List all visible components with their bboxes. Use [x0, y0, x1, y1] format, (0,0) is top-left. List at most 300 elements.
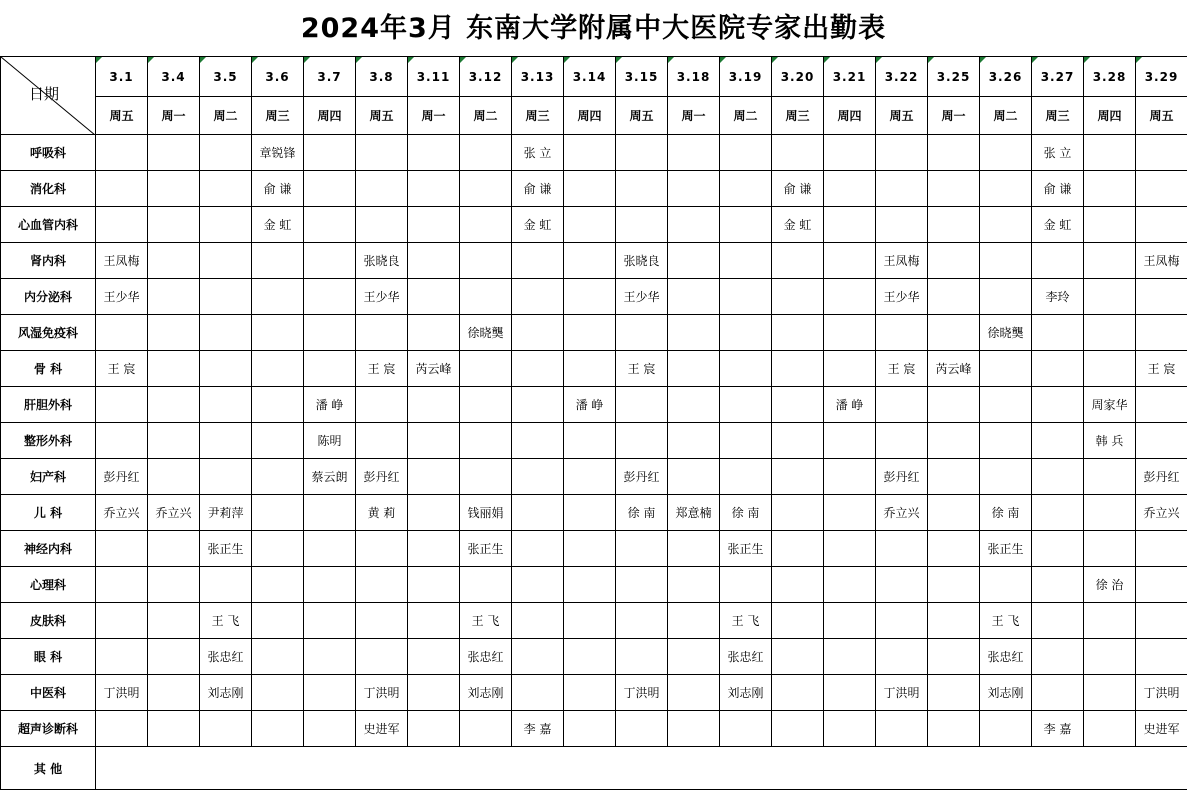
doctor-cell[interactable]	[252, 603, 304, 639]
doctor-cell[interactable]	[148, 351, 200, 387]
doctor-cell[interactable]	[616, 207, 668, 243]
doctor-cell[interactable]	[356, 387, 408, 423]
weekday-header-cell[interactable]: 周一	[408, 97, 460, 135]
doctor-cell[interactable]	[824, 567, 876, 603]
date-header-cell[interactable]	[720, 57, 772, 97]
doctor-cell[interactable]	[148, 567, 200, 603]
date-header-cell[interactable]	[616, 57, 668, 97]
doctor-cell[interactable]	[772, 459, 824, 495]
date-header-cell[interactable]	[564, 57, 616, 97]
doctor-cell[interactable]	[928, 639, 980, 675]
doctor-cell[interactable]	[564, 243, 616, 279]
doctor-cell[interactable]	[772, 567, 824, 603]
doctor-cell[interactable]: 王 宸	[616, 351, 668, 387]
doctor-cell[interactable]	[512, 243, 564, 279]
weekday-header-cell[interactable]: 周五	[356, 97, 408, 135]
doctor-cell[interactable]	[668, 279, 720, 315]
doctor-cell[interactable]: 郑意楠	[668, 495, 720, 531]
doctor-cell[interactable]	[1032, 495, 1084, 531]
date-header-cell[interactable]	[1084, 57, 1136, 97]
doctor-cell[interactable]: 李 嘉	[512, 711, 564, 747]
doctor-cell[interactable]	[876, 711, 928, 747]
doctor-cell[interactable]	[512, 639, 564, 675]
doctor-cell[interactable]	[96, 531, 148, 567]
doctor-cell[interactable]	[304, 603, 356, 639]
doctor-cell[interactable]	[304, 135, 356, 171]
department-name-cell[interactable]: 心理科	[1, 567, 96, 603]
doctor-cell[interactable]	[460, 171, 512, 207]
doctor-cell[interactable]: 徐 治	[1084, 567, 1136, 603]
doctor-cell[interactable]	[564, 603, 616, 639]
doctor-cell[interactable]	[408, 387, 460, 423]
doctor-cell[interactable]	[408, 171, 460, 207]
weekday-header-cell[interactable]: 周一	[148, 97, 200, 135]
doctor-cell[interactable]	[148, 243, 200, 279]
doctor-cell[interactable]: 徐晓龑	[980, 315, 1032, 351]
doctor-cell[interactable]	[304, 279, 356, 315]
doctor-cell[interactable]	[772, 135, 824, 171]
doctor-cell[interactable]	[356, 423, 408, 459]
doctor-cell[interactable]: 王 宸	[356, 351, 408, 387]
doctor-cell[interactable]	[616, 531, 668, 567]
doctor-cell[interactable]	[1032, 315, 1084, 351]
doctor-cell[interactable]	[460, 351, 512, 387]
doctor-cell[interactable]	[668, 315, 720, 351]
doctor-cell[interactable]	[720, 423, 772, 459]
doctor-cell[interactable]	[252, 711, 304, 747]
doctor-cell[interactable]	[408, 495, 460, 531]
doctor-cell[interactable]: 钱丽娟	[460, 495, 512, 531]
doctor-cell[interactable]	[980, 567, 1032, 603]
doctor-cell[interactable]	[668, 711, 720, 747]
doctor-cell[interactable]: 王凤梅	[1136, 243, 1187, 279]
doctor-cell[interactable]	[408, 459, 460, 495]
doctor-cell[interactable]: 王 宸	[96, 351, 148, 387]
doctor-cell[interactable]: 丁洪明	[1136, 675, 1187, 711]
doctor-cell[interactable]	[980, 171, 1032, 207]
doctor-cell[interactable]	[772, 351, 824, 387]
doctor-cell[interactable]	[512, 567, 564, 603]
doctor-cell[interactable]: 张忠红	[200, 639, 252, 675]
doctor-cell[interactable]: 刘志刚	[720, 675, 772, 711]
doctor-cell[interactable]	[512, 423, 564, 459]
date-header-cell[interactable]	[200, 57, 252, 97]
doctor-cell[interactable]	[512, 603, 564, 639]
doctor-cell[interactable]	[876, 639, 928, 675]
date-header-cell[interactable]	[252, 57, 304, 97]
doctor-cell[interactable]	[512, 315, 564, 351]
weekday-header-cell[interactable]: 周四	[304, 97, 356, 135]
doctor-cell[interactable]	[304, 567, 356, 603]
date-header-cell[interactable]	[876, 57, 928, 97]
weekday-header-cell[interactable]: 周三	[1032, 97, 1084, 135]
doctor-cell[interactable]: 乔立兴	[876, 495, 928, 531]
doctor-cell[interactable]: 潘 峥	[304, 387, 356, 423]
doctor-cell[interactable]: 金 虹	[252, 207, 304, 243]
doctor-cell[interactable]	[200, 567, 252, 603]
doctor-cell[interactable]: 俞 谦	[772, 171, 824, 207]
department-name-cell[interactable]: 超声诊断科	[1, 711, 96, 747]
department-name-cell[interactable]: 肾内科	[1, 243, 96, 279]
weekday-header-cell[interactable]: 周一	[668, 97, 720, 135]
doctor-cell[interactable]	[720, 711, 772, 747]
department-name-cell[interactable]: 风湿免疫科	[1, 315, 96, 351]
doctor-cell[interactable]: 蔡云朗	[304, 459, 356, 495]
doctor-cell[interactable]	[928, 567, 980, 603]
doctor-cell[interactable]	[876, 423, 928, 459]
doctor-cell[interactable]	[460, 711, 512, 747]
doctor-cell[interactable]: 王少华	[356, 279, 408, 315]
doctor-cell[interactable]	[616, 315, 668, 351]
doctor-cell[interactable]	[356, 639, 408, 675]
doctor-cell[interactable]	[1084, 639, 1136, 675]
doctor-cell[interactable]	[564, 639, 616, 675]
doctor-cell[interactable]: 章锐锋	[252, 135, 304, 171]
doctor-cell[interactable]: 王凤梅	[96, 243, 148, 279]
doctor-cell[interactable]	[564, 423, 616, 459]
doctor-cell[interactable]	[772, 603, 824, 639]
weekday-header-cell[interactable]: 周二	[200, 97, 252, 135]
doctor-cell[interactable]	[616, 135, 668, 171]
doctor-cell[interactable]	[304, 243, 356, 279]
doctor-cell[interactable]	[1032, 639, 1084, 675]
doctor-cell[interactable]	[304, 495, 356, 531]
doctor-cell[interactable]	[928, 711, 980, 747]
doctor-cell[interactable]	[824, 207, 876, 243]
doctor-cell[interactable]	[928, 135, 980, 171]
doctor-cell[interactable]: 张正生	[200, 531, 252, 567]
date-header-cell[interactable]	[460, 57, 512, 97]
doctor-cell[interactable]: 张晓良	[616, 243, 668, 279]
doctor-cell[interactable]	[772, 531, 824, 567]
doctor-cell[interactable]	[616, 639, 668, 675]
doctor-cell[interactable]	[1136, 387, 1187, 423]
doctor-cell[interactable]	[616, 387, 668, 423]
doctor-cell[interactable]: 彭丹红	[1136, 459, 1187, 495]
weekday-header-cell[interactable]: 周五	[616, 97, 668, 135]
doctor-cell[interactable]	[720, 279, 772, 315]
doctor-cell[interactable]: 尹莉萍	[200, 495, 252, 531]
doctor-cell[interactable]	[148, 531, 200, 567]
doctor-cell[interactable]	[512, 459, 564, 495]
doctor-cell[interactable]	[512, 351, 564, 387]
date-header-cell[interactable]	[772, 57, 824, 97]
doctor-cell[interactable]	[980, 459, 1032, 495]
doctor-cell[interactable]	[668, 639, 720, 675]
department-name-cell[interactable]: 内分泌科	[1, 279, 96, 315]
department-name-cell[interactable]: 消化科	[1, 171, 96, 207]
doctor-cell[interactable]	[512, 387, 564, 423]
doctor-cell[interactable]	[980, 135, 1032, 171]
doctor-cell[interactable]	[616, 603, 668, 639]
doctor-cell[interactable]	[1084, 171, 1136, 207]
doctor-cell[interactable]	[876, 135, 928, 171]
doctor-cell[interactable]	[1084, 135, 1136, 171]
doctor-cell[interactable]	[200, 459, 252, 495]
doctor-cell[interactable]	[928, 531, 980, 567]
doctor-cell[interactable]	[1084, 603, 1136, 639]
doctor-cell[interactable]: 徐晓龑	[460, 315, 512, 351]
doctor-cell[interactable]	[928, 243, 980, 279]
doctor-cell[interactable]: 张忠红	[980, 639, 1032, 675]
doctor-cell[interactable]: 王凤梅	[876, 243, 928, 279]
date-header-cell[interactable]	[96, 57, 148, 97]
doctor-cell[interactable]: 陈明	[304, 423, 356, 459]
doctor-cell[interactable]	[512, 675, 564, 711]
doctor-cell[interactable]	[1136, 315, 1187, 351]
doctor-cell[interactable]	[720, 387, 772, 423]
doctor-cell[interactable]	[1084, 243, 1136, 279]
doctor-cell[interactable]	[876, 531, 928, 567]
date-header-cell[interactable]	[928, 57, 980, 97]
doctor-cell[interactable]	[200, 351, 252, 387]
doctor-cell[interactable]: 张 立	[1032, 135, 1084, 171]
doctor-cell[interactable]	[564, 351, 616, 387]
doctor-cell[interactable]	[564, 531, 616, 567]
doctor-cell[interactable]	[1084, 351, 1136, 387]
doctor-cell[interactable]	[1032, 459, 1084, 495]
doctor-cell[interactable]	[1136, 279, 1187, 315]
doctor-cell[interactable]	[876, 603, 928, 639]
doctor-cell[interactable]	[252, 387, 304, 423]
doctor-cell[interactable]	[96, 711, 148, 747]
doctor-cell[interactable]: 刘志刚	[980, 675, 1032, 711]
doctor-cell[interactable]	[252, 531, 304, 567]
weekday-header-cell[interactable]: 周五	[96, 97, 148, 135]
doctor-cell[interactable]: 彭丹红	[616, 459, 668, 495]
doctor-cell[interactable]	[512, 495, 564, 531]
doctor-cell[interactable]: 金 虹	[1032, 207, 1084, 243]
doctor-cell[interactable]	[668, 351, 720, 387]
doctor-cell[interactable]: 王少华	[616, 279, 668, 315]
doctor-cell[interactable]: 丁洪明	[876, 675, 928, 711]
doctor-cell[interactable]	[876, 207, 928, 243]
doctor-cell[interactable]: 俞 谦	[1032, 171, 1084, 207]
doctor-cell[interactable]	[148, 171, 200, 207]
doctor-cell[interactable]	[720, 351, 772, 387]
doctor-cell[interactable]	[1084, 495, 1136, 531]
doctor-cell[interactable]	[616, 567, 668, 603]
doctor-cell[interactable]	[1032, 531, 1084, 567]
doctor-cell[interactable]	[252, 495, 304, 531]
doctor-cell[interactable]: 李 嘉	[1032, 711, 1084, 747]
doctor-cell[interactable]	[1084, 315, 1136, 351]
doctor-cell[interactable]	[1084, 207, 1136, 243]
doctor-cell[interactable]	[252, 567, 304, 603]
doctor-cell[interactable]: 俞 谦	[512, 171, 564, 207]
weekday-header-cell[interactable]: 周三	[772, 97, 824, 135]
doctor-cell[interactable]	[148, 279, 200, 315]
department-name-cell[interactable]: 神经内科	[1, 531, 96, 567]
doctor-cell[interactable]	[980, 387, 1032, 423]
doctor-cell[interactable]	[408, 711, 460, 747]
doctor-cell[interactable]	[824, 171, 876, 207]
doctor-cell[interactable]	[668, 531, 720, 567]
doctor-cell[interactable]	[772, 315, 824, 351]
doctor-cell[interactable]	[408, 207, 460, 243]
doctor-cell[interactable]	[824, 639, 876, 675]
doctor-cell[interactable]	[408, 567, 460, 603]
doctor-cell[interactable]: 乔立兴	[96, 495, 148, 531]
department-name-cell[interactable]: 肝胆外科	[1, 387, 96, 423]
doctor-cell[interactable]: 俞 谦	[252, 171, 304, 207]
doctor-cell[interactable]	[304, 315, 356, 351]
weekday-header-cell[interactable]: 周五	[1136, 97, 1187, 135]
doctor-cell[interactable]	[1136, 171, 1187, 207]
doctor-cell[interactable]: 丁洪明	[616, 675, 668, 711]
doctor-cell[interactable]	[564, 711, 616, 747]
doctor-cell[interactable]	[720, 171, 772, 207]
doctor-cell[interactable]: 张正生	[980, 531, 1032, 567]
weekday-header-cell[interactable]: 周四	[1084, 97, 1136, 135]
doctor-cell[interactable]	[1084, 531, 1136, 567]
doctor-cell[interactable]	[200, 207, 252, 243]
doctor-cell[interactable]	[252, 243, 304, 279]
department-name-cell[interactable]: 骨 科	[1, 351, 96, 387]
doctor-cell[interactable]	[408, 135, 460, 171]
doctor-cell[interactable]	[96, 423, 148, 459]
doctor-cell[interactable]	[772, 279, 824, 315]
doctor-cell[interactable]	[824, 243, 876, 279]
doctor-cell[interactable]	[148, 423, 200, 459]
doctor-cell[interactable]: 王 飞	[200, 603, 252, 639]
doctor-cell[interactable]: 王少华	[96, 279, 148, 315]
doctor-cell[interactable]	[772, 387, 824, 423]
weekday-header-cell[interactable]: 周二	[720, 97, 772, 135]
doctor-cell[interactable]	[200, 423, 252, 459]
doctor-cell[interactable]	[876, 171, 928, 207]
doctor-cell[interactable]	[356, 567, 408, 603]
doctor-cell[interactable]	[720, 315, 772, 351]
doctor-cell[interactable]	[252, 423, 304, 459]
doctor-cell[interactable]	[824, 351, 876, 387]
doctor-cell[interactable]	[720, 135, 772, 171]
doctor-cell[interactable]	[1084, 279, 1136, 315]
doctor-cell[interactable]	[928, 675, 980, 711]
doctor-cell[interactable]: 丁洪明	[96, 675, 148, 711]
doctor-cell[interactable]: 张忠红	[460, 639, 512, 675]
doctor-cell[interactable]: 芮云峰	[408, 351, 460, 387]
department-name-cell[interactable]: 心血管内科	[1, 207, 96, 243]
doctor-cell[interactable]	[96, 603, 148, 639]
doctor-cell[interactable]	[252, 351, 304, 387]
doctor-cell[interactable]	[96, 207, 148, 243]
department-name-cell[interactable]: 妇产科	[1, 459, 96, 495]
doctor-cell[interactable]: 刘志刚	[460, 675, 512, 711]
doctor-cell[interactable]	[1136, 423, 1187, 459]
doctor-cell[interactable]: 徐 南	[720, 495, 772, 531]
date-header-cell[interactable]	[1136, 57, 1187, 97]
doctor-cell[interactable]	[304, 675, 356, 711]
department-name-cell[interactable]: 眼 科	[1, 639, 96, 675]
doctor-cell[interactable]	[564, 207, 616, 243]
doctor-cell[interactable]	[1084, 675, 1136, 711]
doctor-cell[interactable]	[460, 207, 512, 243]
doctor-cell[interactable]: 徐 南	[616, 495, 668, 531]
doctor-cell[interactable]	[564, 495, 616, 531]
doctor-cell[interactable]	[512, 279, 564, 315]
doctor-cell[interactable]	[980, 711, 1032, 747]
doctor-cell[interactable]	[1136, 639, 1187, 675]
doctor-cell[interactable]	[668, 423, 720, 459]
doctor-cell[interactable]	[96, 171, 148, 207]
doctor-cell[interactable]	[304, 171, 356, 207]
doctor-cell[interactable]	[564, 171, 616, 207]
doctor-cell[interactable]	[720, 567, 772, 603]
doctor-cell[interactable]	[616, 171, 668, 207]
doctor-cell[interactable]: 王 宸	[1136, 351, 1187, 387]
doctor-cell[interactable]	[200, 171, 252, 207]
doctor-cell[interactable]	[824, 423, 876, 459]
doctor-cell[interactable]	[304, 351, 356, 387]
doctor-cell[interactable]	[356, 207, 408, 243]
doctor-cell[interactable]	[772, 639, 824, 675]
doctor-cell[interactable]	[1136, 567, 1187, 603]
doctor-cell[interactable]	[1084, 711, 1136, 747]
doctor-cell[interactable]	[928, 459, 980, 495]
doctor-cell[interactable]	[564, 279, 616, 315]
doctor-cell[interactable]	[1136, 531, 1187, 567]
doctor-cell[interactable]	[980, 423, 1032, 459]
doctor-cell[interactable]	[668, 207, 720, 243]
doctor-cell[interactable]	[824, 459, 876, 495]
department-name-cell[interactable]: 整形外科	[1, 423, 96, 459]
date-header-cell[interactable]	[1032, 57, 1084, 97]
doctor-cell[interactable]	[460, 243, 512, 279]
doctor-cell[interactable]	[928, 387, 980, 423]
date-header-cell[interactable]	[304, 57, 356, 97]
doctor-cell[interactable]: 金 虹	[772, 207, 824, 243]
doctor-cell[interactable]	[408, 639, 460, 675]
doctor-cell[interactable]	[928, 171, 980, 207]
doctor-cell[interactable]	[980, 243, 1032, 279]
doctor-cell[interactable]: 张晓良	[356, 243, 408, 279]
weekday-header-cell[interactable]: 周二	[980, 97, 1032, 135]
department-name-cell[interactable]: 呼吸科	[1, 135, 96, 171]
doctor-cell[interactable]	[564, 135, 616, 171]
doctor-cell[interactable]	[668, 567, 720, 603]
doctor-cell[interactable]	[148, 459, 200, 495]
doctor-cell[interactable]	[1032, 567, 1084, 603]
doctor-cell[interactable]	[1032, 243, 1084, 279]
doctor-cell[interactable]	[616, 423, 668, 459]
doctor-cell[interactable]	[460, 387, 512, 423]
weekday-header-cell[interactable]: 周三	[512, 97, 564, 135]
doctor-cell[interactable]: 彭丹红	[356, 459, 408, 495]
doctor-cell[interactable]	[668, 603, 720, 639]
doctor-cell[interactable]	[304, 711, 356, 747]
doctor-cell[interactable]: 史进军	[356, 711, 408, 747]
doctor-cell[interactable]: 周家华	[1084, 387, 1136, 423]
doctor-cell[interactable]	[356, 603, 408, 639]
doctor-cell[interactable]	[772, 423, 824, 459]
doctor-cell[interactable]	[564, 567, 616, 603]
doctor-cell[interactable]	[1032, 603, 1084, 639]
other-label-cell[interactable]: 其 他	[1, 747, 96, 790]
doctor-cell[interactable]	[408, 675, 460, 711]
doctor-cell[interactable]	[1032, 423, 1084, 459]
doctor-cell[interactable]	[1032, 675, 1084, 711]
doctor-cell[interactable]: 刘志刚	[200, 675, 252, 711]
doctor-cell[interactable]	[252, 675, 304, 711]
doctor-cell[interactable]	[148, 639, 200, 675]
doctor-cell[interactable]: 乔立兴	[148, 495, 200, 531]
doctor-cell[interactable]: 乔立兴	[1136, 495, 1187, 531]
doctor-cell[interactable]	[252, 315, 304, 351]
doctor-cell[interactable]	[96, 567, 148, 603]
doctor-cell[interactable]	[356, 171, 408, 207]
doctor-cell[interactable]	[1136, 135, 1187, 171]
